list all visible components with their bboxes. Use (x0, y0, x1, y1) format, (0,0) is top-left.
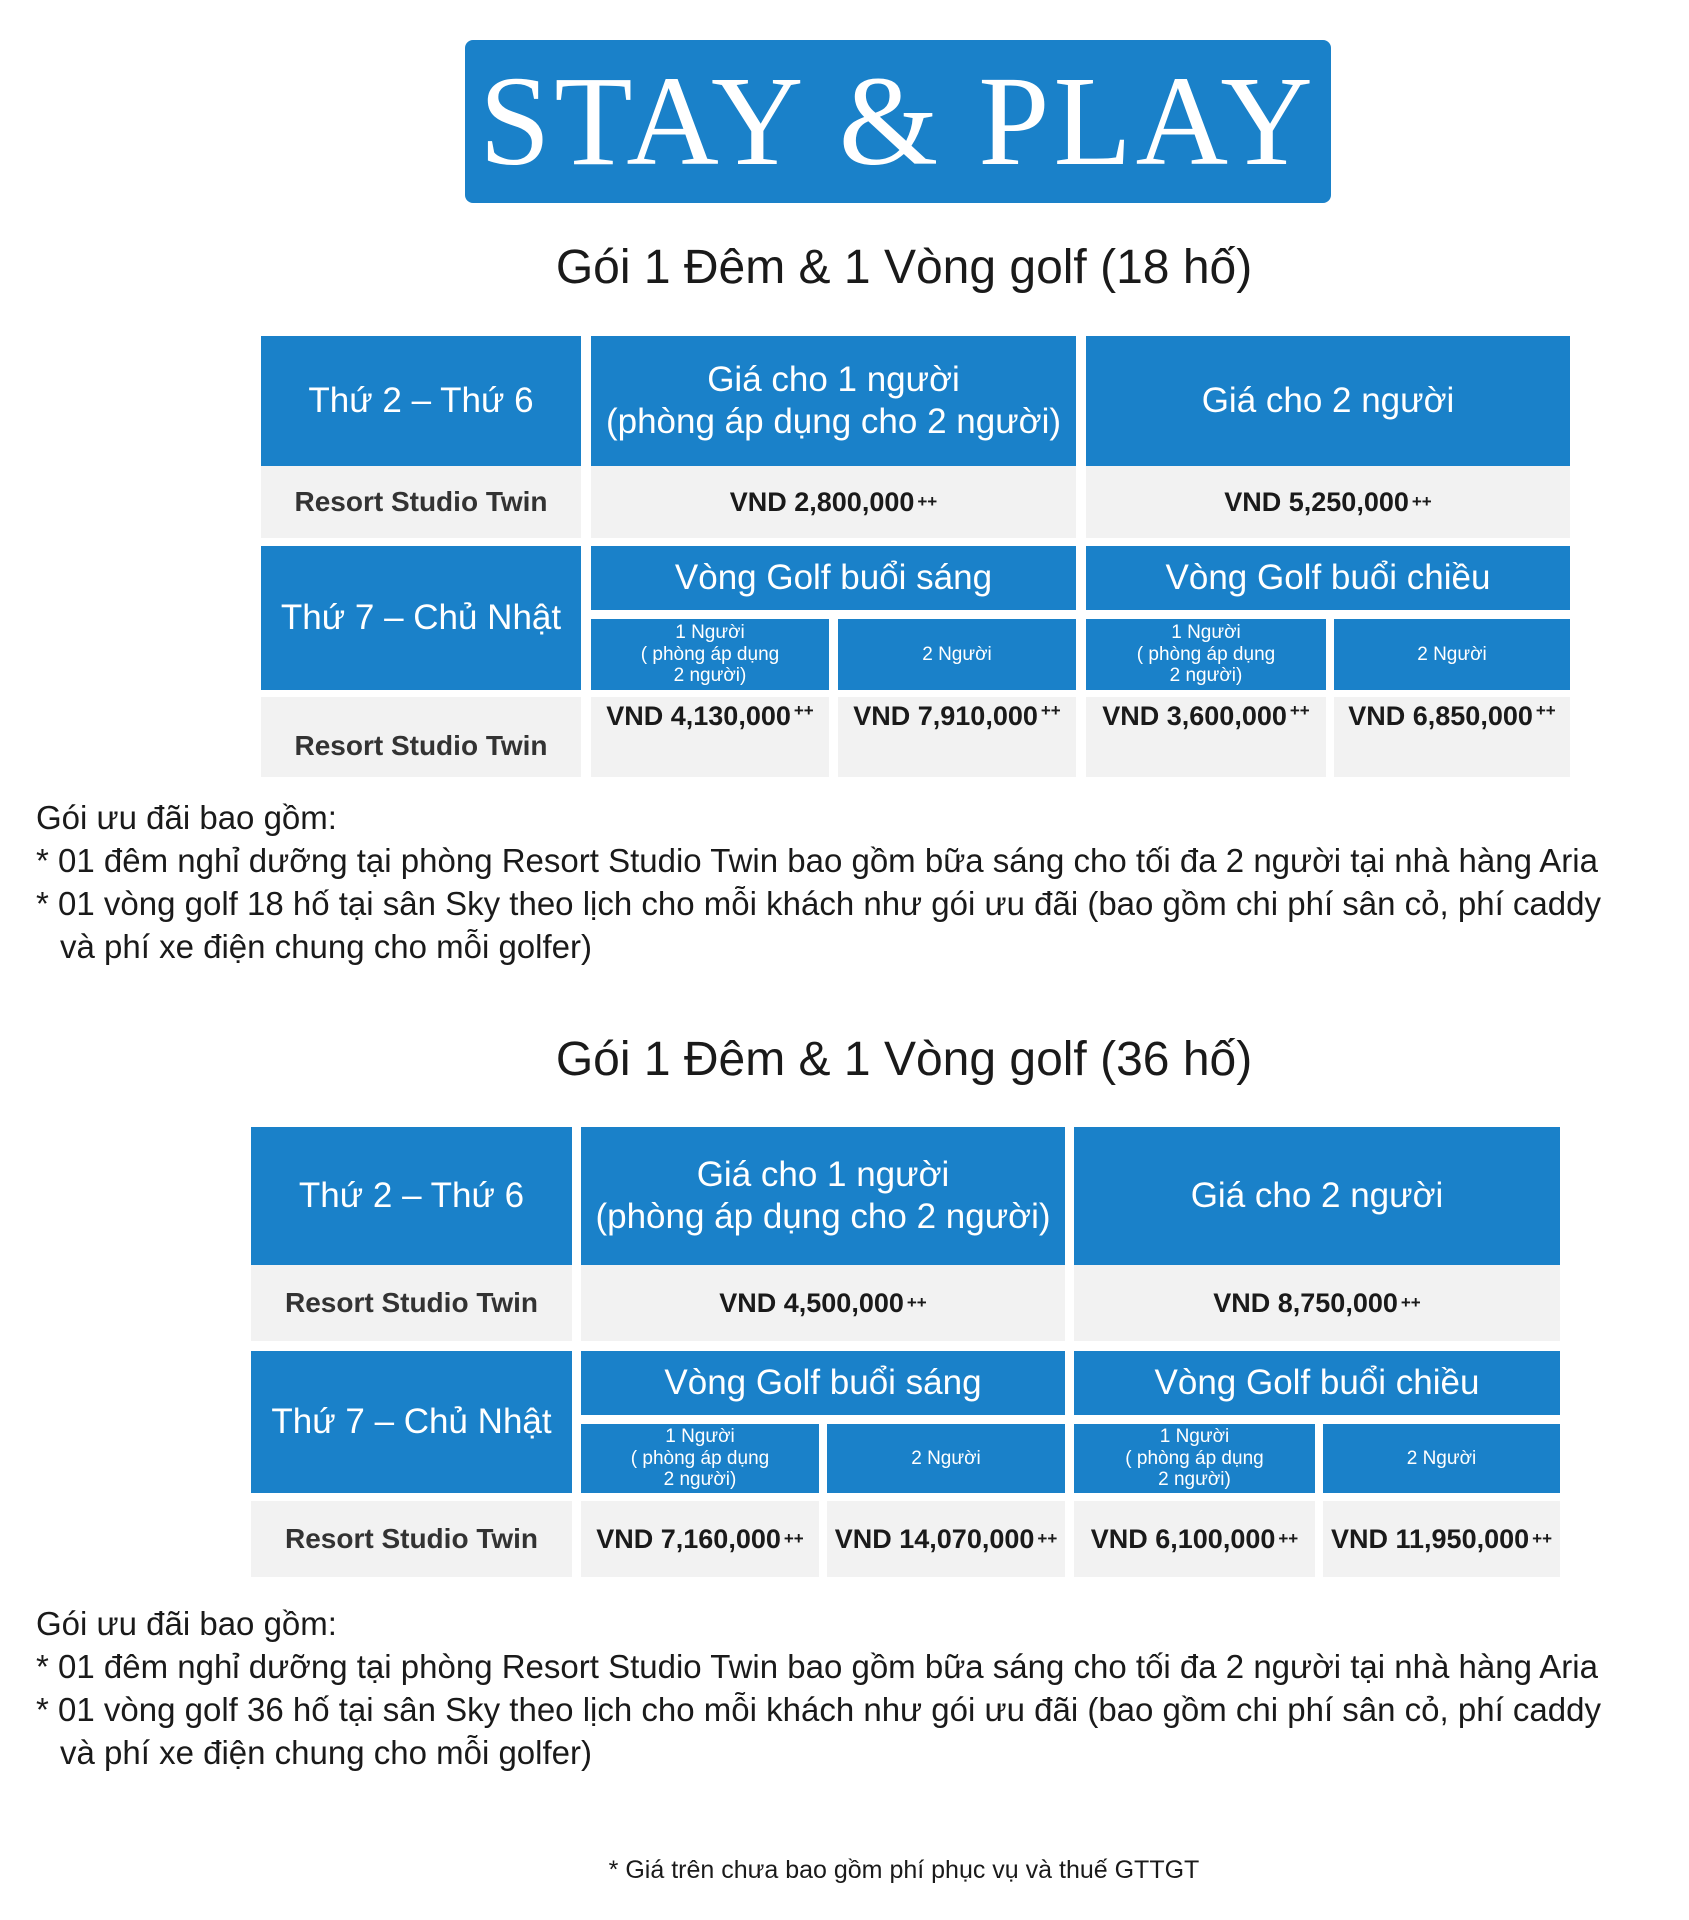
price-cell (581, 1265, 1065, 1341)
two-person-subheader: 2 Người (827, 1424, 1065, 1493)
package-title-36: Gói 1 Đêm & 1 Vòng golf (36 hố) (555, 1033, 1253, 1086)
notes-heading: Gói ưu đãi bao gồm: (36, 799, 337, 836)
subheader-line: ( phòng áp dụng (640, 643, 780, 665)
subheader-line: 2 người) (663, 1469, 737, 1491)
room-type-cell: Resort Studio Twin (251, 1501, 572, 1577)
price-suffix: ++ (1411, 492, 1432, 511)
footer-note: * Giá trên chưa bao gồm phí phục vụ và thuế GTTGT (608, 1856, 1200, 1884)
price-1-person-header (581, 1127, 1065, 1265)
price-cell (1086, 466, 1570, 538)
banner-title: STAY & PLAY (479, 50, 1317, 192)
morning-round-header: Vòng Golf buổi sáng (581, 1351, 1065, 1415)
subheader-line: 1 Người (665, 1425, 735, 1447)
header-line: (phòng áp dụng cho 2 người) (595, 1197, 1051, 1236)
price-cell (1074, 1265, 1560, 1341)
weekday-label: Thứ 2 – Thứ 6 (261, 336, 581, 466)
price-value: VND 7,910,000 (853, 701, 1038, 731)
package-notes-36 (36, 1602, 1656, 1774)
one-person-subheader (1086, 619, 1326, 690)
header-line: Giá cho 1 người (696, 1155, 950, 1194)
one-person-subheader (1074, 1424, 1315, 1493)
afternoon-round-header: Vòng Golf buổi chiều (1086, 546, 1570, 610)
price-suffix: ++ (1535, 701, 1556, 720)
price-cell (1074, 1501, 1315, 1577)
notes-line: * 01 đêm nghỉ dưỡng tại phòng Resort Studio Twin bao gồm bữa sáng cho tối đa 2 người tại nhà hàng Aria (36, 1648, 1598, 1685)
weekend-label: Thứ 7 – Chủ Nhật (251, 1351, 572, 1493)
subheader-line: ( phòng áp dụng (1136, 643, 1276, 665)
price-value: VND 4,500,000 (719, 1287, 904, 1318)
price-value: VND 14,070,000 (834, 1523, 1035, 1554)
price-value: VND 8,750,000 (1213, 1287, 1398, 1318)
price-suffix: ++ (1037, 1529, 1058, 1548)
room-type-cell: Resort Studio Twin (261, 697, 581, 777)
price-suffix: ++ (783, 1529, 804, 1548)
price-suffix: ++ (1278, 1529, 1299, 1548)
notes-line: * 01 vòng golf 36 hố tại sân Sky theo lịch cho mỗi khách như gói ưu đãi (bao gồm chi phí sân cỏ, phí caddy (36, 1691, 1601, 1728)
price-cell (591, 697, 829, 777)
one-person-subheader (581, 1424, 819, 1493)
banner (465, 40, 1331, 203)
subheader-line: 2 người) (1158, 1469, 1231, 1491)
subheader-line: ( phòng áp dụng (630, 1447, 770, 1469)
weekend-label: Thứ 7 – Chủ Nhật (261, 546, 581, 690)
package-title-18: Gói 1 Đêm & 1 Vòng golf (18 hố) (555, 241, 1253, 294)
room-type-cell: Resort Studio Twin (261, 466, 581, 538)
price-2-person-header: Giá cho 2 người (1074, 1127, 1560, 1265)
weekday-label: Thứ 2 – Thứ 6 (251, 1127, 572, 1265)
price-value: VND 2,800,000 (729, 486, 915, 517)
price-suffix: ++ (793, 701, 814, 720)
notes-heading: Gói ưu đãi bao gồm: (36, 1605, 337, 1642)
price-cell (1323, 1501, 1560, 1577)
price-suffix: ++ (917, 492, 938, 511)
notes-line: * 01 đêm nghỉ dưỡng tại phòng Resort Studio Twin bao gồm bữa sáng cho tối đa 2 người tại nhà hàng Aria (36, 842, 1598, 879)
subheader-line: ( phòng áp dụng (1125, 1447, 1264, 1469)
price-suffix: ++ (906, 1293, 927, 1312)
header-line: Giá cho 1 người (707, 360, 960, 399)
two-person-subheader: 2 Người (1323, 1424, 1560, 1493)
afternoon-round-header: Vòng Golf buổi chiều (1074, 1351, 1560, 1415)
price-suffix: ++ (1400, 1293, 1421, 1312)
price-cell (591, 466, 1076, 538)
subheader-line: 2 người) (1169, 665, 1243, 687)
subheader-line: 1 Người (1171, 621, 1241, 643)
package-notes-18 (36, 796, 1656, 968)
price-suffix: ++ (1040, 701, 1061, 720)
price-value: VND 3,600,000 (1102, 701, 1287, 731)
one-person-subheader (591, 619, 829, 690)
price-2-person-header: Giá cho 2 người (1086, 336, 1570, 466)
subheader-line: 1 Người (675, 621, 745, 643)
price-cell (838, 697, 1076, 777)
notes-line: và phí xe điện chung cho mỗi golfer) (60, 1734, 592, 1771)
notes-line: và phí xe điện chung cho mỗi golfer) (60, 928, 592, 965)
price-cell (827, 1501, 1065, 1577)
price-cell (1334, 697, 1570, 777)
price-1-person-header (591, 336, 1076, 466)
price-value: VND 7,160,000 (596, 1523, 781, 1554)
price-value: VND 4,130,000 (606, 701, 791, 731)
price-cell (581, 1501, 819, 1577)
subheader-line: 1 Người (1159, 1425, 1230, 1447)
morning-round-header: Vòng Golf buổi sáng (591, 546, 1076, 610)
two-person-subheader: 2 Người (1334, 619, 1570, 690)
price-value: VND 6,850,000 (1348, 701, 1533, 731)
price-value: VND 5,250,000 (1224, 486, 1409, 517)
price-value: VND 6,100,000 (1090, 1523, 1276, 1554)
price-suffix: ++ (1532, 1529, 1552, 1548)
price-value: VND 11,950,000 (1330, 1523, 1530, 1554)
header-line: (phòng áp dụng cho 2 người) (605, 402, 1062, 441)
two-person-subheader: 2 Người (838, 619, 1076, 690)
room-type-cell: Resort Studio Twin (251, 1265, 572, 1341)
notes-line: * 01 vòng golf 18 hố tại sân Sky theo lịch cho mỗi khách như gói ưu đãi (bao gồm chi phí sân cỏ, phí caddy (36, 885, 1601, 922)
subheader-line: 2 người) (673, 665, 747, 687)
price-suffix: ++ (1289, 701, 1310, 720)
price-cell (1086, 697, 1326, 777)
